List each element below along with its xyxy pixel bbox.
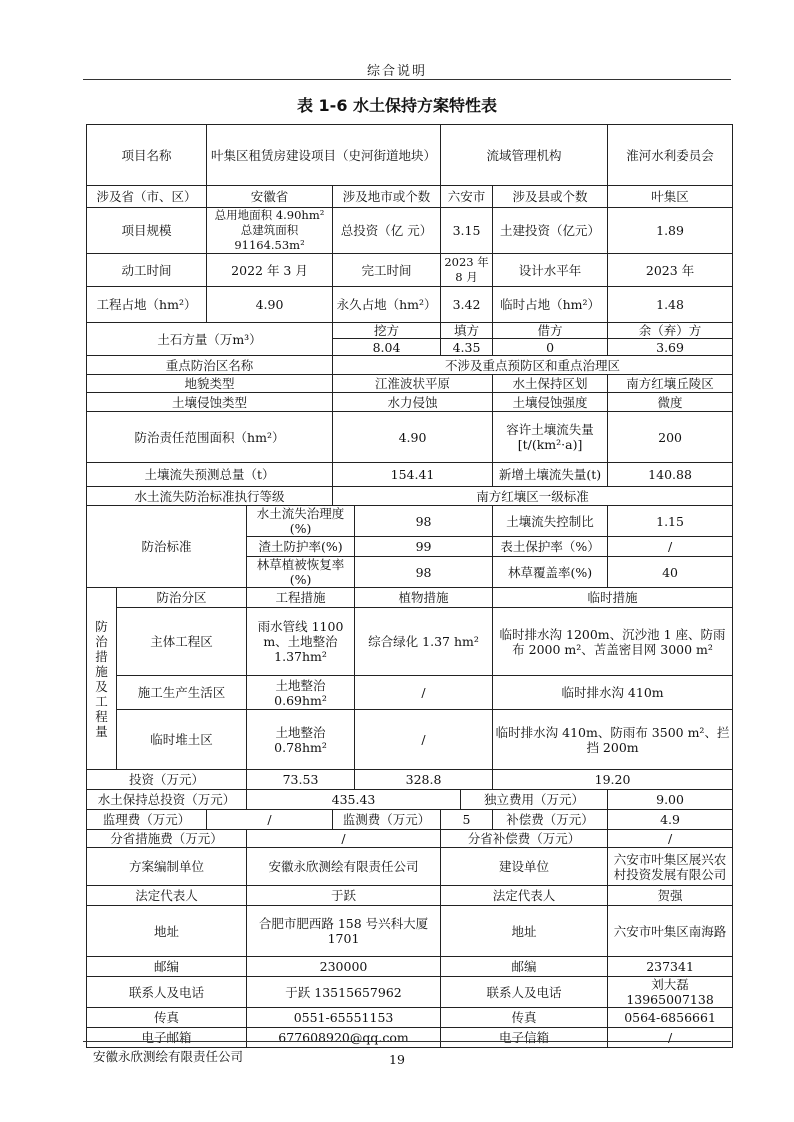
cell-label: 林草覆盖率(%) [493,557,608,588]
cell-value: / [608,830,733,848]
footer-rule [83,1041,731,1042]
cell-value: 1.15 [608,506,733,537]
cell-value: 5 [441,810,493,830]
cell-label: 土壤流失预测总量（t） [87,463,333,487]
cell-label: 水土流失防治标准执行等级 [87,487,333,506]
characteristics-table [86,124,733,1048]
cell-value: 水力侵蚀 [333,393,493,412]
cell-value: 19.20 [493,770,733,790]
cell-value: 临时排水沟 410m [493,676,733,710]
cell-label: 水土保持区划 [493,375,608,393]
cell-value: 贺强 [608,886,733,906]
cell-label: 传真 [87,1008,247,1028]
cell-label: 地貌类型 [87,375,333,393]
cell-value: 雨水管线 1100 m、土地整治 1.37hm² [247,608,355,676]
cell-label: 项目规模 [87,208,207,254]
cell-value: 98 [355,557,493,588]
cell-label: 主体工程区 [117,608,247,676]
cell-label: 地址 [87,906,247,957]
cell-value: 于跃 13515657962 [247,977,441,1008]
cell-value: 3.15 [441,208,493,254]
cell-value: 328.8 [355,770,493,790]
cell-label: 永久占地（hm²） [333,287,441,323]
cell-value: 4.35 [441,339,493,356]
cell-label: 投资（万元） [87,770,247,790]
cell-value: 677608920@qq.com [247,1028,441,1048]
cell-value: / [608,1028,733,1048]
cell-label: 施工生产生活区 [117,676,247,710]
cell-label: 渣土防护率(%) [247,537,355,557]
cell-value: 40 [608,557,733,588]
cell-value: 73.53 [247,770,355,790]
cell-value: 0 [493,339,608,356]
cell-label: 填方 [441,323,493,339]
cell-label: 独立费用（万元） [461,790,608,810]
cell-label: 挖方 [333,323,441,339]
cell-value: 土地整治 0.78hm² [247,710,355,770]
cell-value: 南方红壤丘陵区 [608,375,733,393]
cell-value: 140.88 [608,463,733,487]
cell-label: 借方 [493,323,608,339]
cell-label: 监测费（万元） [333,810,441,830]
cell-label: 分省措施费（万元） [87,830,247,848]
cell-label: 完工时间 [333,254,441,287]
cell-value: 99 [355,537,493,557]
cell-value: 8.04 [333,339,441,356]
cell-label: 项目名称 [87,125,207,186]
table-title: 表 1-6 水土保持方案特性表 [296,96,498,115]
scale-line1: 总用地面积 4.90hm² [214,208,325,222]
cell-label: 邮编 [87,957,247,977]
cell-value: / [207,810,333,830]
cell-value: 叶集区 [608,186,733,208]
cell-label: 水土保持总投资（万元） [87,790,247,810]
cell-value: 4.9 [608,810,733,830]
cell-label: 植物措施 [355,588,493,608]
cell-value: 0564-6856661 [608,1008,733,1028]
cell-label: 法定代表人 [441,886,608,906]
cell-label: 建设单位 [441,848,608,886]
cell-label: 临时占地（hm²） [493,287,608,323]
cell-value: 刘大磊 13965007138 [608,977,733,1008]
cell-value: 叶集区租赁房建设项目（史河街道地块） [207,125,441,186]
cell-value: 临时排水沟 410m、防雨布 3500 m²、拦挡 200m [493,710,733,770]
cell-value: / [355,676,493,710]
cell-value: 230000 [247,957,441,977]
header-rule [83,79,731,80]
measures-label [87,588,117,770]
cell-value: 200 [608,412,733,463]
cell-value: 土地整治 0.69hm² [247,676,355,710]
cell-label: 防治标准 [87,506,247,588]
cell-label: 分省补偿费（万元） [441,830,608,848]
cell-value: 4.90 [333,412,493,463]
cell-value: 六安市叶集区展兴农村投资发展有限公司 [608,848,733,886]
cell-label: 水土流失治理度(%) [247,506,355,537]
cell-label: 重点防治区名称 [87,356,333,375]
cell-value: 98 [355,506,493,537]
cell-value: 237341 [608,957,733,977]
cell-value: 南方红壤区一级标准 [333,487,733,506]
cell-value: / [247,830,441,848]
cell-label: 表土保护率（%） [493,537,608,557]
cell-label: 土壤流失控制比 [493,506,608,537]
cell-label: 监理费（万元） [87,810,207,830]
cell-label: 联系人及电话 [441,977,608,1008]
cell-label: 临时措施 [493,588,733,608]
cell-label: 容许土壤流失量[t/(km²·a)] [493,412,608,463]
cell-value: 于跃 [247,886,441,906]
cell-label: 电子信箱 [441,1028,608,1048]
cell-value: 临时排水沟 1200m、沉沙池 1 座、防雨布 2000 m²、苫盖密目网 3000 m² [493,608,733,676]
cell-value [207,208,333,254]
cell-label: 涉及省（市、区） [87,186,207,208]
cell-label: 防治责任范围面积（hm²） [87,412,333,463]
cell-value: 3.42 [441,287,493,323]
cell-label: 工程措施 [247,588,355,608]
cell-label: 流域管理机构 [441,125,608,186]
cell-label: 法定代表人 [87,886,247,906]
cell-value: 3.69 [608,339,733,356]
cell-value: 9.00 [608,790,733,810]
cell-label: 林草植被恢复率(%) [247,557,355,588]
cell-label: 新增土壤流失量(t) [493,463,608,487]
vertical-label: 防治措施及工程量 [95,618,108,739]
cell-label: 设计水平年 [493,254,608,287]
cell-label: 土壤侵蚀强度 [493,393,608,412]
cell-label: 方案编制单位 [87,848,247,886]
cell-value: 安徽省 [207,186,333,208]
cell-value: 2023 年 [608,254,733,287]
cell-value: 微度 [608,393,733,412]
page-number: 19 [389,1052,405,1067]
cell-value: 1.89 [608,208,733,254]
cell-label: 涉及县或个数 [493,186,608,208]
cell-label: 联系人及电话 [87,977,247,1008]
cell-value: 综合绿化 1.37 hm² [355,608,493,676]
cell-value: 1.48 [608,287,733,323]
cell-value: 435.43 [247,790,461,810]
cell-label: 涉及地市或个数 [333,186,441,208]
cell-label: 传真 [441,1008,608,1028]
cell-label: 临时堆土区 [117,710,247,770]
cell-label: 电子邮箱 [87,1028,247,1048]
scale-line2: 总建筑面积 91164.53m² [234,223,305,252]
cell-value: / [608,537,733,557]
cell-value: 4.90 [207,287,333,323]
page-header: 综合说明 [366,64,427,79]
cell-value: 0551-65551153 [247,1008,441,1028]
cell-label: 工程占地（hm²） [87,287,207,323]
cell-value: 154.41 [333,463,493,487]
cell-value: 江淮波状平原 [333,375,493,393]
cell-label: 土石方量（万m³） [87,323,333,356]
cell-label: 邮编 [441,957,608,977]
cell-value: 六安市叶集区南海路 [608,906,733,957]
cell-label: 补偿费（万元） [493,810,608,830]
cell-label: 地址 [441,906,608,957]
footer-company: 安徽永欣测绘有限责任公司 [93,1049,244,1064]
cell-label: 土壤侵蚀类型 [87,393,333,412]
cell-label: 防治分区 [117,588,247,608]
cell-value: 2022 年 3 月 [207,254,333,287]
cell-value: 合肥市肥西路 158 号兴科大厦 1701 [247,906,441,957]
cell-label: 余（弃）方 [608,323,733,339]
cell-value: / [355,710,493,770]
cell-value: 2023 年 8 月 [441,254,493,287]
cell-label: 动工时间 [87,254,207,287]
cell-value: 六安市 [441,186,493,208]
cell-label: 土建投资（亿元） [493,208,608,254]
cell-value: 不涉及重点预防区和重点治理区 [333,356,733,375]
cell-value: 淮河水利委员会 [608,125,733,186]
cell-value: 安徽永欣测绘有限责任公司 [247,848,441,886]
cell-label: 总投资（亿 元） [333,208,441,254]
